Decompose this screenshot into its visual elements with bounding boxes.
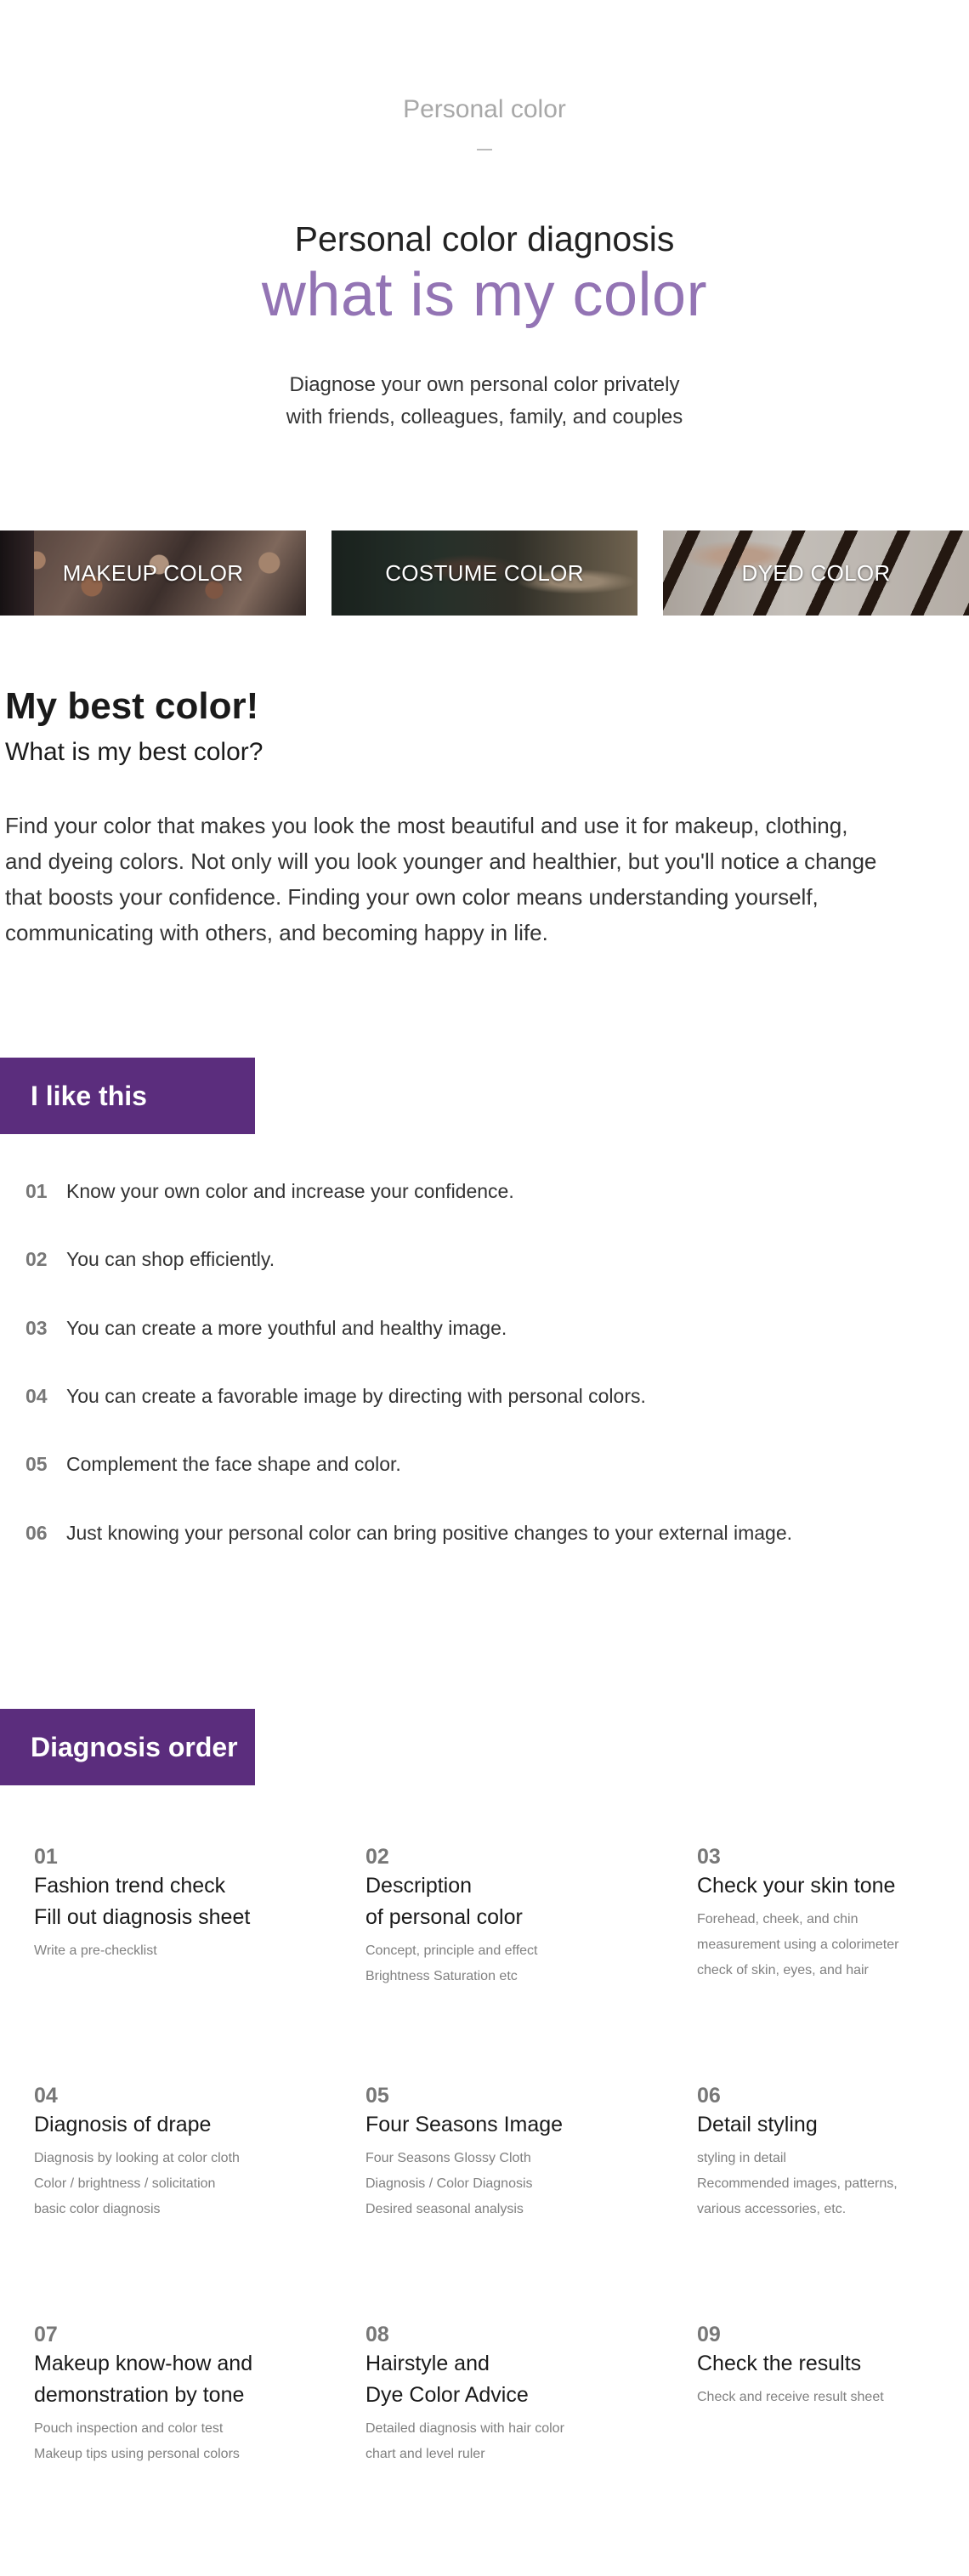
hero-description-line: Diagnose your own personal color privately — [289, 373, 680, 396]
best-color-title: My best color! — [5, 685, 259, 727]
step-title: Detail styling — [697, 2113, 818, 2136]
costume-color-tile[interactable] — [332, 531, 638, 616]
step-description: Four Seasons Glossy Cloth Diagnosis / Color Diagnosis Desired seasonal analysis — [366, 2151, 533, 2216]
best-color-body: Find your color that makes you look the most beautiful and use it for makeup, clothing, and dyeing colors. Not only will you look younger and healthier, but you'll notice a change that boosts your confidence. Finding your own color means understanding yourself, communicating with others, and becoming happy in life. — [5, 813, 877, 945]
tile-label: DYED COLOR — [741, 559, 891, 586]
step-title: Check your skin tone — [697, 1874, 896, 1898]
step-title: Hairstyle and Dye Color Advice — [366, 2352, 529, 2407]
step-number: 09 — [697, 2323, 721, 2346]
benefit-text: You can create a favorable image by directing with personal colors. — [66, 1384, 646, 1407]
step-number: 05 — [366, 2084, 389, 2108]
step-number: 03 — [697, 1845, 721, 1869]
hero-description-line: with friends, colleagues, family, and couples — [286, 406, 683, 428]
diagnosis-step — [34, 1843, 323, 1964]
benefit-text: Know your own color and increase your confidence. — [66, 1179, 514, 1202]
step-title: Diagnosis of drape — [34, 2113, 212, 2136]
hero-title: what is my color — [261, 261, 708, 329]
benefit-item — [26, 1447, 401, 1481]
benefit-number: 03 — [26, 1316, 48, 1339]
step-title: Four Seasons Image — [366, 2113, 564, 2136]
benefit-number: 06 — [26, 1521, 48, 1544]
step-description: Check and receive result sheet — [697, 2390, 884, 2404]
diagnosis-step — [366, 2082, 654, 2222]
tile-label: MAKEUP COLOR — [62, 559, 244, 586]
step-number: 01 — [34, 1845, 58, 1869]
eyebrow-divider — [477, 149, 492, 150]
step-number: 08 — [366, 2323, 389, 2346]
diagnosis-step — [697, 1843, 969, 1983]
step-title: Makeup know-how and demonstration by tone — [34, 2352, 253, 2407]
benefit-number: 05 — [26, 1452, 48, 1475]
tile-label: COSTUME COLOR — [385, 559, 584, 586]
step-description: Detailed diagnosis with hair color chart and level ruler — [366, 2421, 564, 2461]
diagnosis-step — [34, 2082, 323, 2222]
best-color-subtitle: What is my best color? — [5, 738, 264, 766]
benefit-item — [26, 1242, 275, 1276]
makeup-color-tile[interactable] — [0, 531, 306, 616]
step-description: Forehead, cheek, and chin measurement using a colorimeter check of skin, eyes, and hair — [697, 1912, 899, 1977]
hero-description — [0, 369, 969, 434]
diagnosis-step — [366, 1843, 654, 1989]
benefit-number: 02 — [26, 1247, 48, 1270]
diagnosis-step — [34, 2321, 323, 2467]
step-number: 04 — [34, 2084, 58, 2108]
diagnosis-step — [697, 2321, 969, 2410]
step-number: 06 — [697, 2084, 721, 2108]
diagnosis-step — [366, 2321, 654, 2467]
section-eyebrow: Personal color — [403, 95, 566, 123]
diagnosis-order-banner: Diagnosis order — [0, 1709, 255, 1785]
hero-subtitle: Personal color diagnosis — [294, 219, 675, 258]
step-description: Write a pre-checklist — [34, 1943, 157, 1958]
benefit-item — [26, 1174, 514, 1208]
benefit-number: 04 — [26, 1384, 48, 1407]
step-description: Diagnosis by looking at color cloth Color / brightness / solicitation basic color diagnosis — [34, 2151, 240, 2216]
dyed-color-tile[interactable] — [663, 531, 969, 616]
step-description: Pouch inspection and color test Makeup tips using personal colors — [34, 2421, 240, 2461]
benefit-text: Complement the face shape and color. — [66, 1452, 401, 1475]
step-description: Concept, principle and effect Brightness Saturation etc — [366, 1943, 538, 1983]
benefit-item — [26, 1311, 507, 1345]
diagnosis-step — [697, 2082, 969, 2222]
step-description: styling in detail Recommended images, patterns, various accessories, etc. — [697, 2151, 898, 2216]
step-title: Check the results — [697, 2352, 862, 2375]
step-title: Fashion trend check Fill out diagnosis sheet — [34, 1874, 251, 1929]
benefit-text: You can create a more youthful and healthy image. — [66, 1316, 507, 1339]
i-like-this-banner: I like this — [0, 1058, 255, 1134]
benefit-text: You can shop efficiently. — [66, 1247, 275, 1270]
step-number: 07 — [34, 2323, 58, 2346]
benefit-number: 01 — [26, 1179, 48, 1202]
step-number: 02 — [366, 1845, 389, 1869]
benefit-item — [26, 1516, 792, 1550]
step-title: Description of personal color — [366, 1874, 523, 1929]
benefit-text: Just knowing your personal color can bring positive changes to your external image. — [66, 1521, 793, 1544]
benefit-item — [26, 1379, 646, 1413]
